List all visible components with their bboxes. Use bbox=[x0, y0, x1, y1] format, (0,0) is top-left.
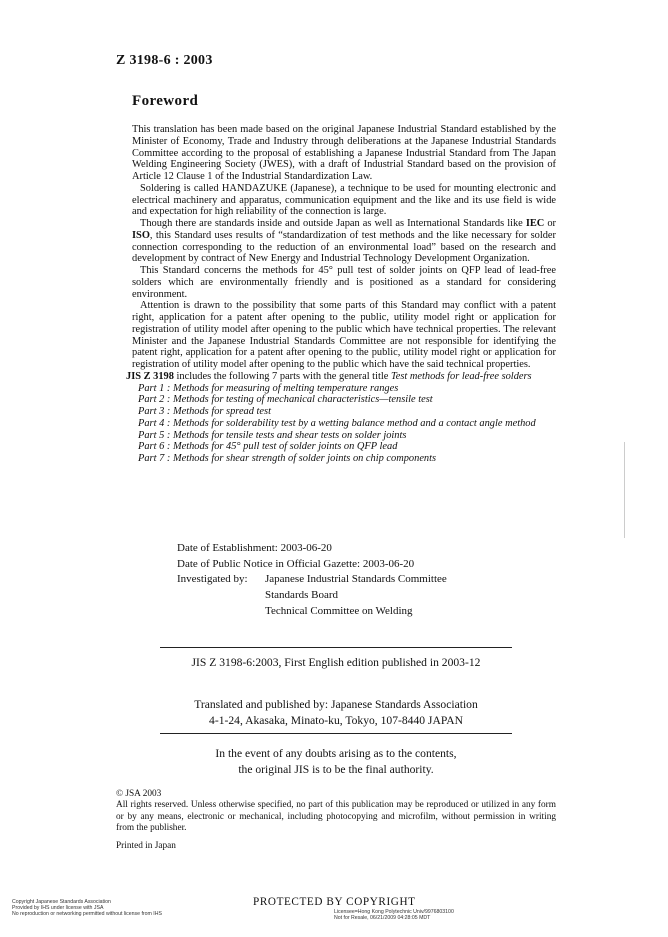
part-item: Part 6 : Methods for 45° pull test of solder joints on QFP lead bbox=[138, 441, 398, 453]
part-item: Part 5 : Methods for tensile tests and shear tests on solder joints bbox=[138, 429, 407, 441]
foreword-heading: Foreword bbox=[132, 93, 199, 109]
foreword-paragraph-1: This translation has been made based on the original Japanese Industrial Standard established by the Minister of Economy, Trade and Industry through deliberations at the Japanese Industrial Standards Committee according to the proposal of establishing a Japanese Industrial Standard from The Japan Welding Engineering Society (JWES), with a draft of Industrial Standard based on the provision of Article 12 Clause 1 of the Industrial Standardization Law. bbox=[132, 124, 556, 182]
divider-top bbox=[160, 647, 512, 648]
footer-protected: PROTECTED BY COPYRIGHT bbox=[253, 896, 416, 908]
parts-intro: JIS Z 3198 includes the following 7 parts with the general title Test methods for lead-free solders bbox=[126, 370, 532, 382]
parts-list bbox=[132, 383, 556, 465]
establishment-date: Date of Establishment: 2003-06-20 bbox=[177, 542, 332, 554]
part-item: Part 1 : Methods for measuring of melting temperature ranges bbox=[138, 382, 399, 394]
printed-in: Printed in Japan bbox=[116, 841, 176, 851]
foreword-paragraph-3: Though there are standards inside and outside Japan as well as International Standards like IEC or ISO, this Standard uses results of “standardization of test methods and the like necessary for solder connection corresponding to the reduction of an environmental load” based on the research and development by contract of New Energy and Industrial Technology Development Organization. bbox=[132, 218, 556, 265]
foreword-paragraph-2: Soldering is called HANDAZUKE (Japanese), a technique to be used for mounting electronic and electrical machinery and apparatus, communication equipment and the like and its use field is wide and expectation for high reliability of the connection is large. bbox=[132, 182, 556, 218]
foreword-paragraph-4: This Standard concerns the methods for 45° pull test of solder joints on QFP lead of lead-free solders which are environmentally friendly and is positioned as a standard for considering environment. bbox=[132, 265, 556, 300]
part-item: Part 3 : Methods for spread test bbox=[138, 406, 271, 417]
footer-license-left: Copyright Japanese Standards Association Provided by IHS under license with JSA No reproduction or networking permitted without license from IHS bbox=[12, 899, 162, 918]
part-item: Part 2 : Methods for testing of mechanical characteristics—tensile test bbox=[138, 394, 433, 406]
investigated-by: Investigated by: Japanese Industrial Standards Committee Standards Board Technical Committee on Welding bbox=[177, 573, 447, 617]
public-notice-date: Date of Public Notice in Official Gazette: 2003-06-20 bbox=[177, 558, 415, 570]
part-item: Part 4 : Methods for solderability test by a wetting balance method and a contact angle method bbox=[138, 417, 536, 429]
document-number: Z 3198-6 : 2003 bbox=[116, 53, 213, 68]
divider-bottom bbox=[160, 733, 512, 734]
copyright-notice: © JSA 2003 All rights reserved. Unless otherwise specified, no part of this publication may be reproduced or utilized in any form or by any means, electronic or mechanical, including photocopying and microfilm, without permission in writing from the publisher. bbox=[116, 789, 556, 833]
part-item: Part 7 : Methods for shear strength of solder joints on chip components bbox=[138, 453, 437, 464]
foreword-body bbox=[126, 124, 556, 465]
foreword-paragraph-5: Attention is drawn to the possibility that some parts of this Standard may conflict with a patent right, application for a patent after opening to the public, utility model right or application for registration of utility model after opening to the public which have technical properties. The relevant Minister and the Japanese Industrial Standards Committee are not responsible for identifying the patent right, application for a patent after opening to the public, utility model right or application for registration of utility model after opening to the public which have the said technical properties. bbox=[132, 300, 556, 370]
margin-scan-mark bbox=[624, 442, 625, 538]
authority-notice: In the event of any doubts arising as to the contents, the original JIS is to be the final authority. bbox=[215, 747, 457, 776]
footer-license-right: Licensee=Hong Kong Polytechnic Univ/9976803100 Not for Resale, 06/21/2009 04:28:05 MDT bbox=[334, 909, 454, 922]
publisher-block: Translated and published by: Japanese Standards Association 4-1-24, Akasaka, Minato-ku, Tokyo, 107-8440 JAPAN bbox=[194, 698, 478, 727]
edition-statement: JIS Z 3198-6:2003, First English edition published in 2003-12 bbox=[191, 656, 481, 669]
